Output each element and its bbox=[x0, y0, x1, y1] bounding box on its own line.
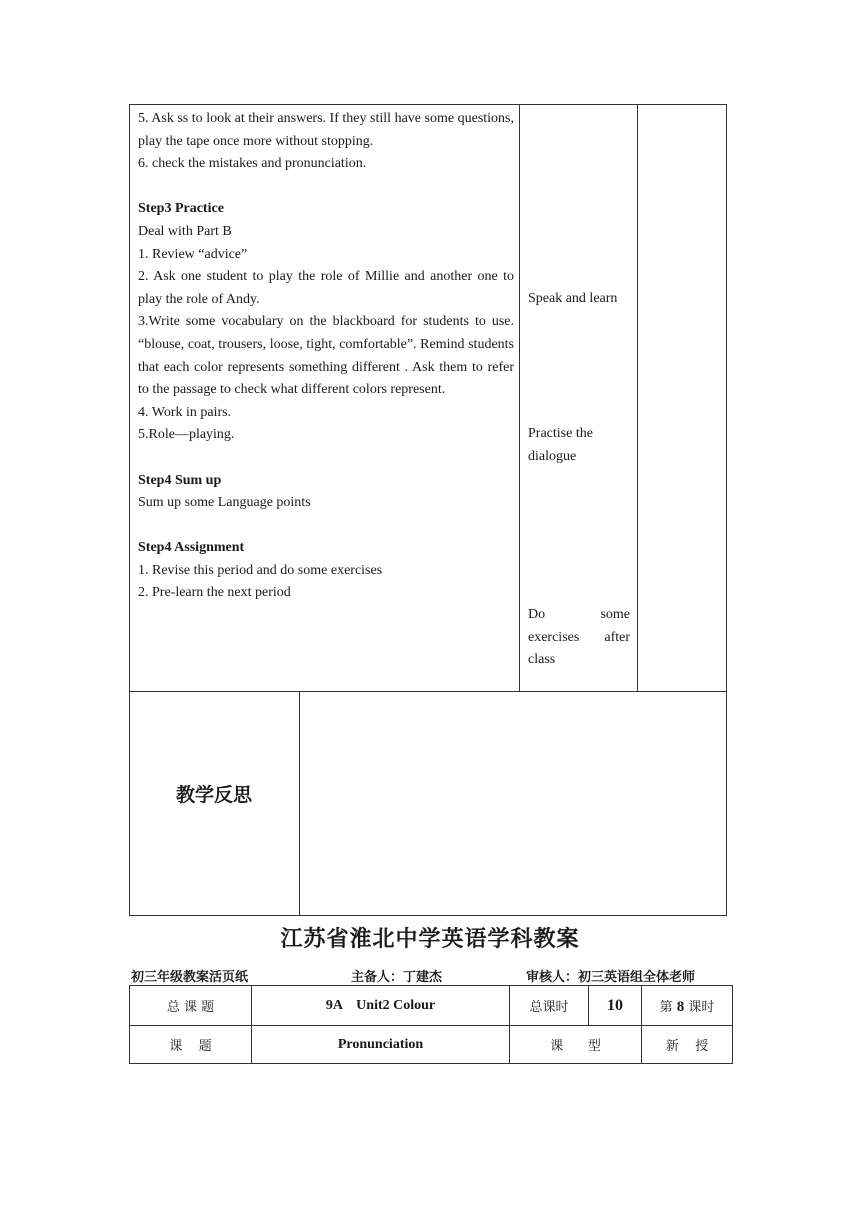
preparer-label: 主备人：丁建杰 bbox=[351, 970, 443, 985]
step-heading: Step4 Sum up bbox=[138, 472, 222, 488]
procedure-line: 5. Ask ss to look at their answers. If they still have some questions, play the tape once more without stopping. bbox=[138, 111, 514, 149]
procedure-line: 1. Revise this period and do some exercises bbox=[138, 562, 383, 578]
total-topic-label: 总 课 题 bbox=[130, 986, 252, 1026]
type-value: 新 授 bbox=[642, 1026, 733, 1064]
activity-speak: Speak and learn bbox=[528, 291, 618, 306]
total-periods-label: 总课时 bbox=[510, 986, 589, 1026]
total-topic-value: 9A Unit2 Colour bbox=[252, 986, 510, 1026]
period-prefix: 第 bbox=[659, 999, 673, 1015]
column-divider bbox=[299, 691, 300, 915]
grade-label: 初三年级教案活页纸 bbox=[131, 970, 249, 985]
procedure-line: 2. Pre-learn the next period bbox=[138, 585, 291, 601]
procedure-column bbox=[138, 108, 514, 605]
lesson-info-table bbox=[129, 985, 733, 1064]
reflection-label: 教学反思 bbox=[175, 784, 252, 806]
row-divider bbox=[130, 691, 726, 692]
procedure-line: 4. Work in pairs. bbox=[138, 404, 232, 420]
period-suffix: 课时 bbox=[688, 999, 715, 1015]
reviewer-label: 审核人：初三英语组全体老师 bbox=[526, 970, 696, 985]
period-number: 8 bbox=[676, 998, 685, 1015]
topic-value: Pronunciation bbox=[252, 1026, 510, 1064]
activity-exercises: Do some exercises after class bbox=[528, 607, 630, 668]
activity-practise: Practise the dialogue bbox=[528, 426, 593, 464]
procedure-line: Deal with Part B bbox=[138, 223, 232, 239]
procedure-line: Sum up some Language points bbox=[138, 495, 311, 511]
procedure-line: 3.Write some vocabulary on the blackboard for students to use. “blouse, coat, trousers, loose, tight, comfortable”. Remind students that each color represents something different . Ask them to refer to the passage to check what different colors represent. bbox=[138, 314, 514, 398]
type-label: 课 型 bbox=[510, 1026, 642, 1064]
topic-label: 课 题 bbox=[130, 1026, 252, 1064]
column-divider bbox=[519, 105, 520, 691]
step-heading: Step3 Practice bbox=[138, 201, 224, 217]
procedure-line: 5.Role—playing. bbox=[138, 427, 235, 443]
period-cell bbox=[642, 986, 733, 1026]
procedure-line: 1. Review “advice” bbox=[138, 246, 248, 262]
procedure-line: 6. check the mistakes and pronunciation. bbox=[138, 156, 367, 172]
document-title: 江苏省淮北中学英语学科教案 bbox=[280, 927, 580, 952]
total-periods-value: 10 bbox=[589, 986, 642, 1026]
step-heading: Step4 Assignment bbox=[138, 540, 245, 556]
procedure-line: 2. Ask one student to play the role of Millie and another one to play the role of Andy. bbox=[138, 269, 514, 307]
column-divider bbox=[637, 105, 638, 691]
